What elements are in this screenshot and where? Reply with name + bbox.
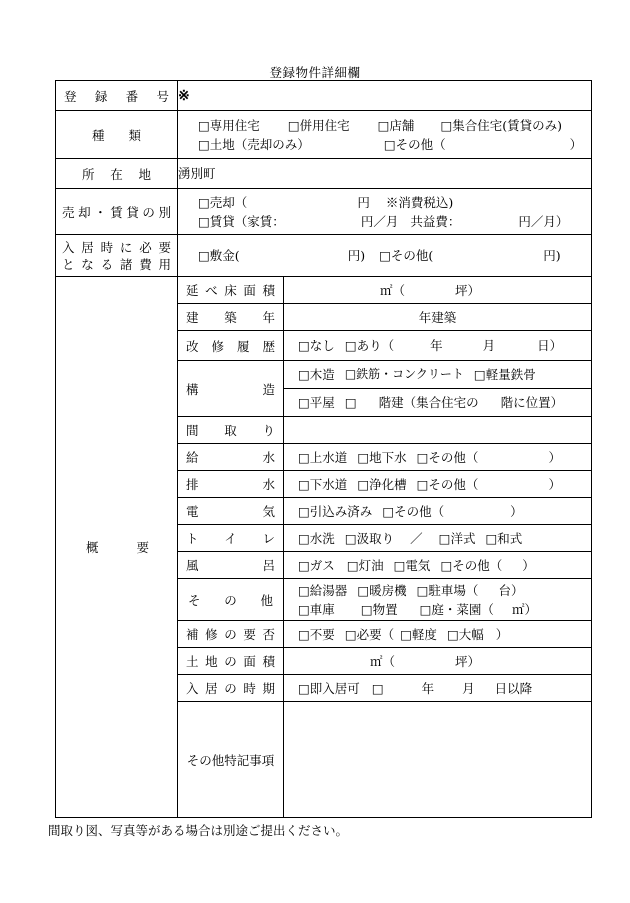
structure-label: 構 造	[178, 361, 284, 417]
checkbox-drain-other[interactable]: □その他（	[416, 476, 479, 492]
layout-label: 間 取 り	[178, 417, 284, 444]
floor-area-label: 延 べ 床 面 積	[178, 277, 284, 304]
checkbox-combined-house[interactable]: □併用住宅	[287, 117, 350, 133]
other-facilities-label: そ の 他	[178, 579, 284, 621]
floor-area-field[interactable]: ㎡（ 坪）	[284, 277, 592, 304]
checkbox-repair-needed[interactable]: □必要（	[344, 626, 395, 642]
repair-label: 補 修 の 要 否	[178, 621, 284, 648]
checkbox-type-other[interactable]: □その他（	[383, 136, 446, 152]
checkbox-electric[interactable]: □電気	[393, 557, 431, 573]
checkbox-sale[interactable]: □売却（	[198, 194, 248, 210]
water-supply-options: □上水道 □地下水 □その他（ ）	[284, 444, 592, 471]
checkbox-deposit[interactable]: □敷金(	[198, 248, 240, 263]
land-area-field[interactable]: ㎡（ 坪）	[284, 648, 592, 675]
location-field[interactable]: 湧別町	[178, 159, 592, 189]
checkbox-japanese[interactable]: □和式	[485, 530, 523, 546]
toilet-label: ト イ レ	[178, 525, 284, 552]
checkbox-land[interactable]: □土地（売却のみ）	[198, 136, 310, 152]
renovation-options: □なし □あり（ 年 月 日）	[284, 331, 592, 361]
checkbox-rent[interactable]: □賃貸（家賃：	[198, 213, 285, 229]
checkbox-renovation-yes[interactable]: □あり（	[344, 338, 395, 353]
structure-options-1	[284, 361, 592, 389]
built-year-field[interactable]: 年建築	[284, 304, 592, 331]
bath-label: 風 呂	[178, 552, 284, 579]
checkbox-heater[interactable]: □暖房機	[357, 582, 407, 598]
checkbox-repair-major[interactable]: □大幅	[446, 626, 484, 642]
overview-label: 概 要	[56, 277, 178, 818]
checkbox-one-story[interactable]: □平屋	[298, 395, 335, 410]
checkbox-western[interactable]: □洋式	[438, 530, 476, 546]
checkbox-storage[interactable]: □物置	[360, 601, 398, 617]
sale-rent-row	[56, 189, 592, 235]
toilet-options: □水洗 □汲取り ／ □洋式 □和式	[284, 525, 592, 552]
checkbox-water-heater[interactable]: □給湯器	[298, 582, 348, 598]
checkbox-pit[interactable]: □汲取り	[344, 530, 395, 546]
bath-options: □ガス □灯油 □電気 □その他（ ）	[284, 552, 592, 579]
water-supply-label: 給 水	[178, 444, 284, 471]
checkbox-flush[interactable]: □水洗	[298, 530, 335, 546]
checkbox-groundwater[interactable]: □地下水	[357, 449, 407, 465]
property-type-label: 種 類	[56, 111, 178, 159]
repair-options: □不要 □必要（ □軽度 □大幅 ）	[284, 621, 592, 648]
checkbox-kerosene[interactable]: □灯油	[346, 557, 384, 573]
property-type-row	[56, 111, 592, 159]
checkbox-gas[interactable]: □ガス	[298, 557, 335, 573]
move-in-fees-label: 入 居 時 に 必 要 と な る 諸 費 用	[56, 235, 178, 277]
built-year-label: 建 築 年	[178, 304, 284, 331]
move-in-fees-options: □敷金( 円) □その他( 円)	[178, 235, 592, 277]
checkbox-electric-connected[interactable]: □引込み済み	[298, 503, 373, 519]
sale-rent-label: 売 却 ・ 賃 貸 の 別	[56, 189, 178, 235]
checkbox-immediate[interactable]: □即入居可	[298, 680, 360, 696]
registration-number-label: 登 録 番 号	[56, 81, 178, 111]
checkbox-electric-other[interactable]: □その他（	[382, 503, 445, 519]
checkbox-repair-minor[interactable]: □軽度	[400, 626, 437, 642]
move-in-date-label: 入 居 の 時 期	[178, 675, 284, 702]
checkbox-renovation-none[interactable]: □なし	[298, 338, 335, 353]
checkbox-bath-other[interactable]: □その他（	[440, 557, 503, 573]
location-row	[56, 159, 592, 189]
location-label: 所 在 地	[56, 159, 178, 189]
property-type-options	[178, 111, 592, 159]
checkbox-wood[interactable]: □木造	[298, 367, 335, 382]
renovation-label: 改 修 履 歴	[178, 331, 284, 361]
checkbox-move-in-date[interactable]: □	[371, 680, 384, 696]
checkbox-apartment[interactable]: □集合住宅(賃貸のみ)	[440, 117, 563, 133]
checkbox-private-house[interactable]: □専用住宅	[198, 117, 260, 133]
structure-options-2: □平屋 □ 階建（集合住宅の 階に位置）	[284, 389, 592, 417]
checkbox-public-water[interactable]: □上水道	[298, 449, 348, 465]
registration-number-row	[56, 81, 592, 111]
remarks-field[interactable]	[284, 702, 592, 818]
floor-area-row	[56, 277, 592, 304]
land-area-label: 土 地 の 面 積	[178, 648, 284, 675]
other-facilities-options: □給湯器 □暖房機 □駐車場（ 台） □車庫 □物置 □庭・菜園（ ㎡）	[284, 579, 592, 621]
layout-field[interactable]	[284, 417, 592, 444]
remarks-label: その他特記事項	[178, 702, 284, 818]
checkbox-garden[interactable]: □庭・菜園（	[419, 601, 494, 617]
tax-included-note: ※消費税込)	[385, 194, 454, 210]
form-title: 登録物件詳細欄	[269, 65, 361, 80]
sale-rent-options: □売却（ 円 ※消費税込) □賃貸（家賃： 円／月 共益費： 円／月）	[178, 189, 592, 235]
checkbox-reinforced-concrete[interactable]: □鉄筋・コンクリート	[344, 367, 464, 381]
checkbox-repair-unneeded[interactable]: □不要	[298, 626, 335, 642]
checkbox-septic-tank[interactable]: □浄化槽	[357, 476, 407, 492]
checkbox-parking[interactable]: □駐車場（	[416, 582, 479, 598]
checkbox-garage[interactable]: □車庫	[298, 601, 335, 617]
checkbox-water-other[interactable]: □その他（	[416, 449, 479, 465]
checkbox-light-steel[interactable]: □軽量鉄骨	[473, 367, 536, 382]
checkbox-multi-story[interactable]: □	[344, 395, 357, 410]
move-in-fees-row	[56, 235, 592, 277]
checkbox-fees-other[interactable]: □その他(	[379, 248, 434, 263]
footer-note: 間取り図、写真等がある場合は別途ご提出ください。	[48, 823, 349, 838]
checkbox-shop[interactable]: □店舗	[377, 117, 415, 133]
registration-number-field[interactable]	[178, 81, 592, 111]
checkbox-sewer[interactable]: □下水道	[298, 476, 348, 492]
electricity-options: □引込み済み □その他（ ）	[284, 498, 592, 525]
drainage-label: 排 水	[178, 471, 284, 498]
move-in-date-options: □即入居可 □ 年 月 日以降	[284, 675, 592, 702]
reference-mark: ※	[178, 87, 190, 104]
drainage-options: □下水道 □浄化槽 □その他（ ）	[284, 471, 592, 498]
property-detail-table	[55, 80, 592, 818]
type-other-close: ）	[569, 136, 583, 152]
electricity-label: 電 気	[178, 498, 284, 525]
